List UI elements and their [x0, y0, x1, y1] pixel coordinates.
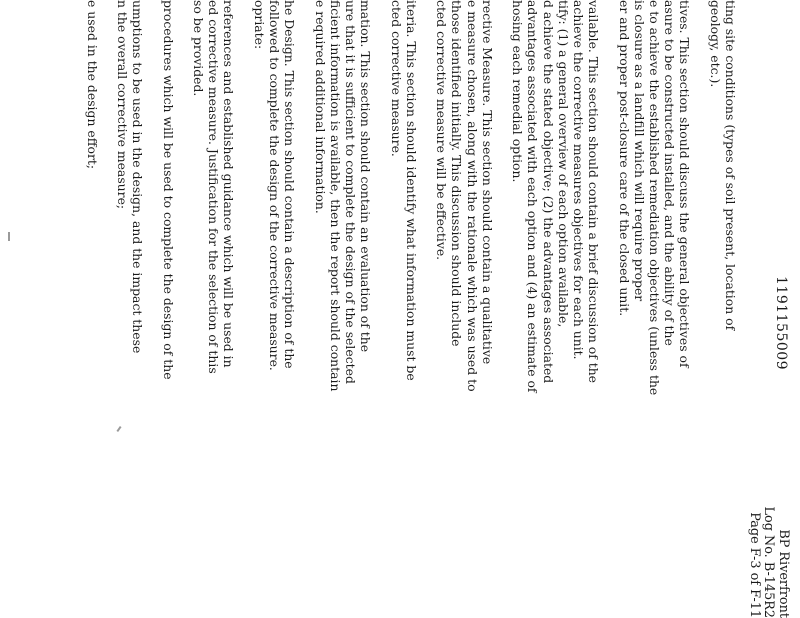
body-text-line: geology, etc.). — [707, 0, 723, 88]
body-text-line: e measure chosen, along with the rationale which was used to — [464, 0, 480, 392]
body-text-line: those identified initially. This discussion should include — [449, 0, 465, 347]
body-text-line: e to achieve the established remediation objectives (unless the — [647, 0, 662, 396]
body-text-line: advantages associated with each option and (4) an estimate of — [525, 0, 541, 393]
body-text-line: tives. This section should discuss the general objectives of — [677, 0, 693, 368]
body-text-line: e required additional information. — [312, 0, 328, 214]
body-text-line: achieve the corrective measures objectives for each unit. — [571, 0, 586, 360]
body-text-line: ficient information is available, then the report should contain — [327, 0, 343, 392]
body-text-line: followed to complete the design of the corrective measure. — [267, 0, 282, 371]
body-text-line: references and established guidance which will be used in — [221, 0, 237, 368]
body-text-line: d achieve the stated objective; (2) the advantages associated — [540, 0, 556, 384]
header-log-number: Log No. B-145R2 — [761, 506, 777, 618]
body-text-line: hosing each remedial option. — [510, 0, 526, 183]
body-text-line: ed corrective measure. Justification for the selection of this — [206, 0, 222, 374]
body-text-line: he Design. This section should contain a description of the — [282, 0, 298, 369]
body-text-line: asure to be constructed installed, and the ability of the — [662, 0, 678, 346]
body-text-line: er and proper post-closure care of the closed unit. — [616, 0, 632, 317]
body-text-line: e used in the design effort; — [84, 0, 100, 170]
body-text-line: n the overall corrective measure; — [115, 0, 130, 210]
header-site: BP Riverfront — [776, 529, 791, 618]
body-text-line: cted corrective measure will be effective. — [434, 0, 450, 261]
body-text-line: iteria. This section should identify what information must be — [403, 0, 419, 381]
body-text-line: rective Measure. This section should contain a qualitative — [479, 0, 495, 365]
body-text-line: ting site conditions (types of soil present, location of — [723, 0, 738, 331]
body-text-line: mation. This section should contain an evaluation of the — [358, 0, 374, 353]
body-text-line: procedures which will be used to complete the design of the — [160, 0, 176, 380]
body-text-line: is closure as a landfill which will require proper — [631, 0, 647, 302]
header-page-number: Page F-3 of F-11 — [747, 512, 762, 618]
body-text-line: tify: (1) a general overview of each option available, — [555, 0, 571, 328]
body-text-line: so be provided. — [191, 0, 206, 97]
document-id: 1191155009 — [773, 276, 789, 371]
body-text-line: ure that it is sufficient to complete the design of the selected — [343, 0, 358, 384]
body-text-line: cted corrective measure. — [388, 0, 404, 157]
body-text-line: umptions to be used in the design, and the impact these — [130, 0, 146, 354]
body-text-line: vailable. This section should contain a brief discussion of the — [586, 0, 602, 384]
body-text-line: opriate: — [251, 0, 267, 50]
